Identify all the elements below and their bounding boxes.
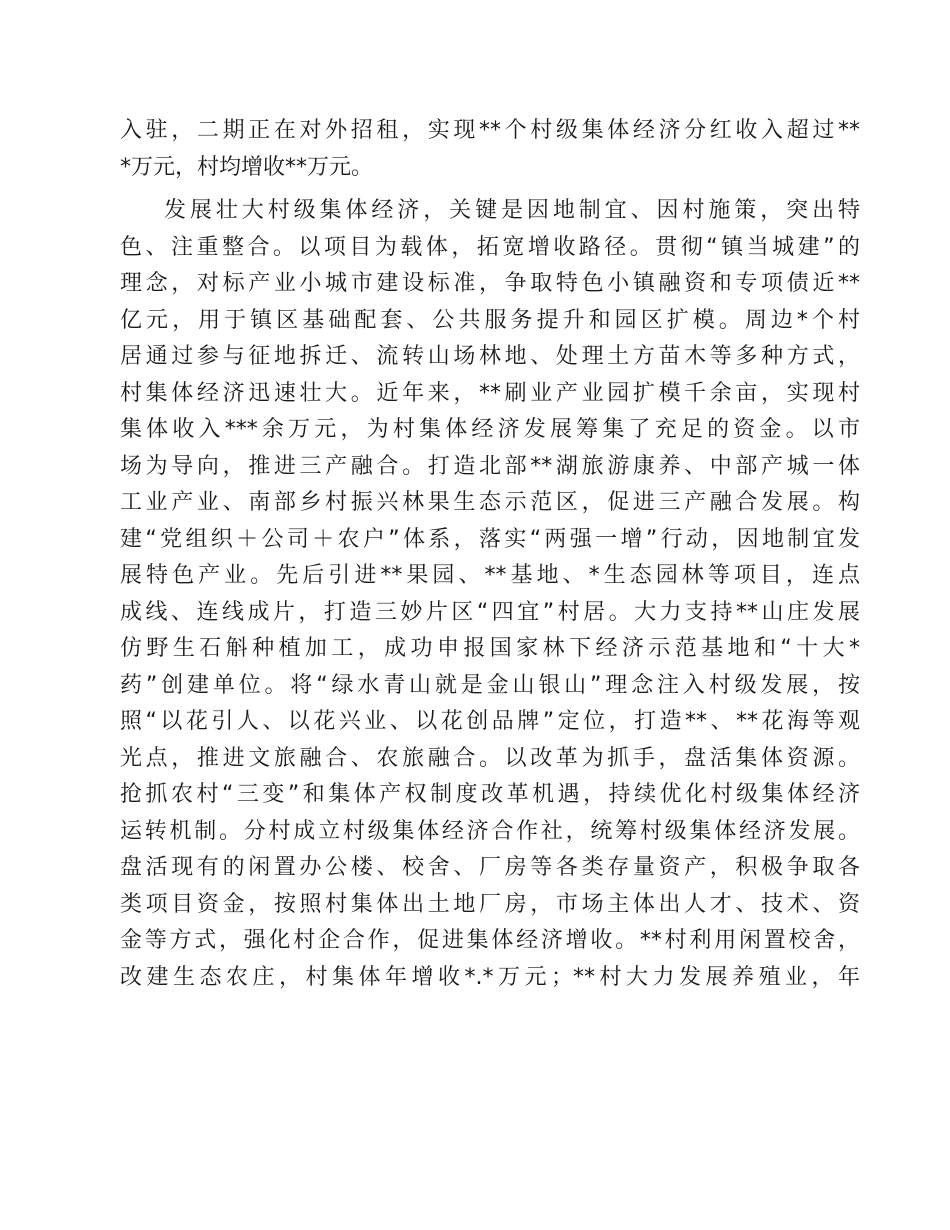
text-line: 照“以花引人、以花兴业、以花创品牌”定位，打造**、**花海等观 <box>120 709 860 734</box>
text-line: 药”创建单位。将“绿水青山就是金山银山”理念注入村级发展，按 <box>120 672 860 698</box>
text-line: 入驻，二期正在对外招租，实现**个村级集体经济分红收入超过** <box>120 118 860 143</box>
text-line: 运转机制。分村成立村级集体经济合作社，统筹村级集体经济发展。 <box>120 818 860 844</box>
text-line: 光点，推进文旅融合、农旅融合。以改革为抓手，盘活集体资源。 <box>120 745 860 771</box>
text-line: 亿元，用于镇区基础配套、公共服务提升和园区扩模。周边*个村 <box>120 307 860 333</box>
text-line: 金等方式，强化村企合作，促进集体经济增收。**村利用闲置校舍， <box>120 928 860 953</box>
text-line: 仿野生石斛种植加工，成功申报国家林下经济示范基地和“十大* <box>120 636 860 661</box>
text-line: 展特色产业。先后引进**果园、**基地、*生态园林等项目，连点 <box>120 563 860 588</box>
text-line: 改建生态农庄，村集体年增收*.*万元；**村大力发展养殖业，年 <box>120 964 860 990</box>
text-line: 色、注重整合。以项目为载体，拓宽增收路径。贯彻“镇当城建”的 <box>120 234 860 260</box>
text-line: 理念，对标产业小城市建设标准，争取特色小镇融资和专项债近** <box>120 271 860 296</box>
body-text <box>120 113 860 996</box>
text-line: 成线、连线成片，打造三妙片区“四宜”村居。大力支持**山庄发展 <box>120 599 860 625</box>
text-line: 发展壮大村级集体经济，关键是因地制宜、因村施策，突出特 <box>164 198 860 223</box>
paragraph-gap <box>120 186 860 193</box>
text-line: 村集体经济迅速壮大。近年来，**刷业产业园扩模千余亩，实现村 <box>120 380 860 406</box>
text-line: 抢抓农村“三变”和集体产权制度改革机遇，持续优化村级集体经济 <box>120 782 860 807</box>
text-line: 建“党组织＋公司＋农户”体系，落实“两强一增”行动，因地制宜发 <box>120 526 860 552</box>
text-line: *万元，村均增收**万元。 <box>120 154 374 180</box>
paragraph-2 <box>120 193 860 996</box>
paragraph-1 <box>120 113 860 186</box>
text-line: 盘活现有的闲置办公楼、校舍、厂房等各类存量资产，积极争取各 <box>120 855 860 880</box>
text-line: 类项目资金，按照村集体出土地厂房，市场主体出人才、技术、资 <box>120 891 860 917</box>
text-line: 工业产业、南部乡村振兴林果生态示范区，促进三产融合发展。构 <box>120 490 860 515</box>
text-line: 场为导向，推进三产融合。打造北部**湖旅游康养、中部产城一体 <box>120 453 860 479</box>
text-line: 居通过参与征地拆迁、流转山场林地、处理土方苗木等多种方式， <box>120 344 860 369</box>
text-line: 集体收入***余万元，为村集体经济发展筹集了充足的资金。以市 <box>120 417 860 442</box>
